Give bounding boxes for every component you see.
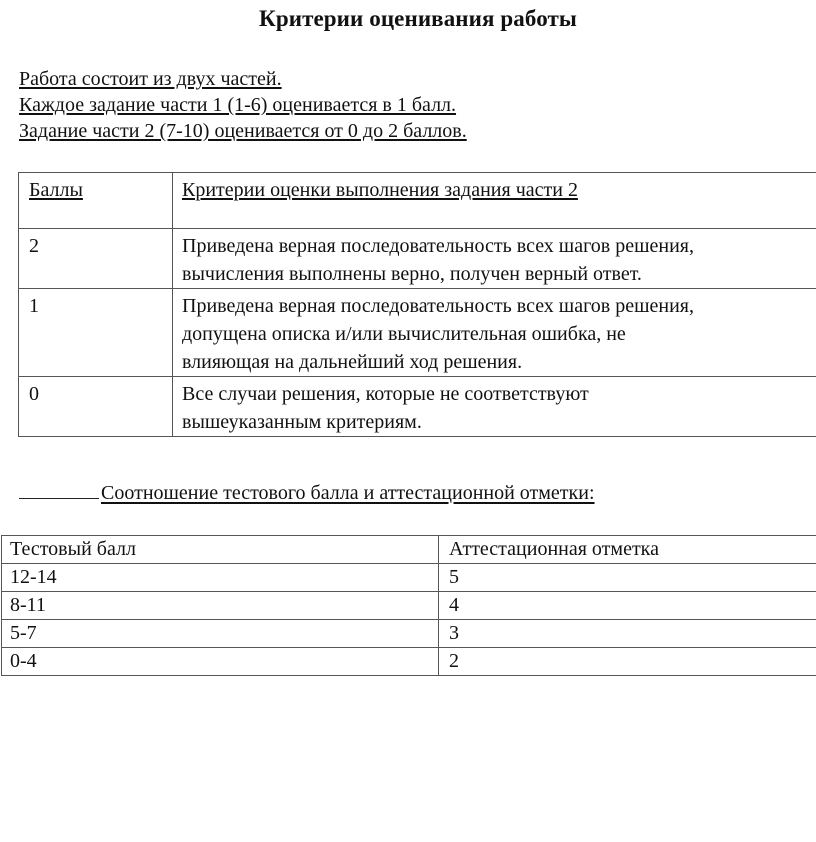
criteria-line: вычисления выполнены верно, получен верный ответ. [182,263,642,285]
test-score-cell: 8-11 [2,592,439,620]
criteria-cell [173,377,816,437]
test-score-cell: 12-14 [2,564,439,592]
table-row [2,564,816,592]
header-cell-score [19,173,173,229]
criteria-line: вышеуказанным критериям. [182,411,422,433]
table-header-row [2,536,816,564]
grade-cell: 5 [439,564,816,592]
criteria-line: влияющая на дальнейший ход решения. [182,351,523,373]
table-row [19,229,816,289]
criteria-line: Все случаи решения, которые не соответствуют [182,383,589,405]
test-score-cell: 0-4 [2,648,439,676]
criteria-line: Приведена верная последовательность всех шагов решения, [182,295,694,317]
header-cell-grade: Аттестационная отметка [439,536,816,564]
criteria-cell [173,229,816,289]
score-cell: 1 [19,289,173,377]
header-cell-criteria [173,173,816,229]
test-score-cell: 5-7 [2,620,439,648]
header-cell-test-score: Тестовый балл [2,536,439,564]
intro-line: Работа состоит из двух частей. [19,68,282,90]
grades-title [19,480,595,505]
grades-table [1,535,816,676]
score-cell: 2 [19,229,173,289]
criteria-line: Приведена верная последовательность всех шагов решения, [182,235,694,257]
grade-cell: 3 [439,620,816,648]
criteria-cell [173,289,816,377]
intro-line: Задание части 2 (7-10) оценивается от 0 до 2 баллов. [19,120,467,142]
table-header-row [19,173,816,229]
grade-cell: 4 [439,592,816,620]
underline-leader [19,480,99,499]
score-cell: 0 [19,377,173,437]
table-row [2,620,816,648]
page-title: Критерии оценивания работы [259,6,577,31]
table-row [2,648,816,676]
criteria-line: допущена описка и/или вычислительная ошибка, не [182,323,626,345]
table-row [19,377,816,437]
header-label: Баллы [29,179,83,201]
criteria-table [18,172,816,437]
grade-cell: 2 [439,648,816,676]
intro-block [19,66,467,144]
grades-title-text: Соотношение тестового балла и аттестационной отметки: [101,482,595,504]
header-label: Критерии оценки выполнения задания части 2 [182,179,578,201]
table-row [19,289,816,377]
intro-line: Каждое задание части 1 (1-6) оценивается в 1 балл. [19,94,457,116]
table-row [2,592,816,620]
